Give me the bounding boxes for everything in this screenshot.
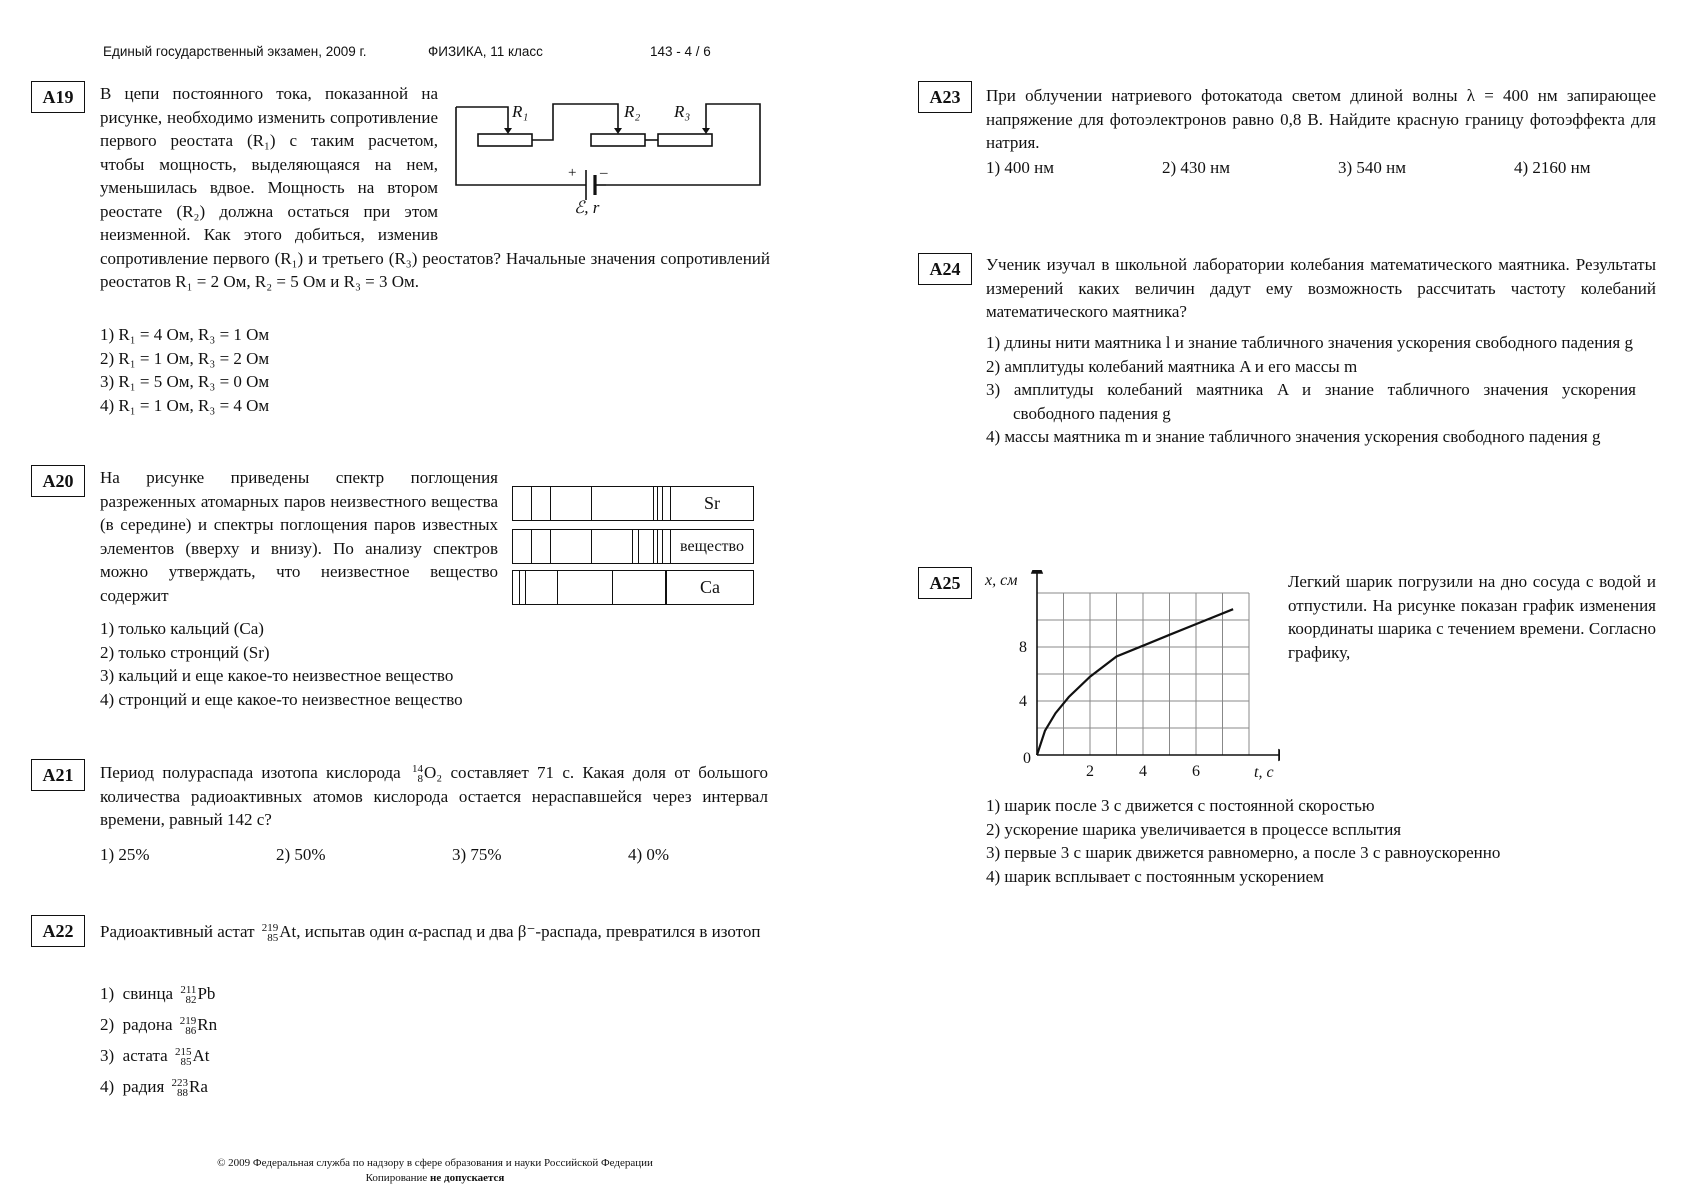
- question-label-a21: A21: [31, 759, 85, 791]
- a21-text-before: Период полураспада изотопа кислорода: [100, 763, 401, 782]
- footer-copyright: © 2009 Федеральная служба по надзору в сфере образования и науки Российской Федерации: [217, 1157, 653, 1169]
- a22-option-1: 1) свинца 211 82 Pb: [100, 984, 216, 1007]
- x-axis-arrow-icon: [1279, 750, 1280, 760]
- a22-option-4: 4) радия 223 88 Ra: [100, 1077, 208, 1100]
- a20-option-4: 4) стронций и еще какое-то неизвестное вещество: [100, 689, 463, 709]
- spectrum-unknown: [512, 529, 754, 564]
- a20-text: На рисунке приведены спектр поглощения разреженных атомарных паров неизвестного вещества (в середине) и спектры поглощения паров известных элементов (вверху и внизу). По анализу спектров можно утверждать, что неизвестное вещество содержит: [100, 468, 498, 605]
- a23-option-3: 3) 540 нм: [1338, 158, 1407, 177]
- spectrum-ca: [512, 570, 754, 605]
- r2-label: R₂: [624, 102, 641, 121]
- subject-title: ФИЗИКА, 11 класс: [428, 44, 543, 59]
- a24-option-1: 1) длины нити маятника l и знание табличного значения ускорения свободного падения g: [986, 333, 1633, 352]
- a21-option-3: 3) 75%: [452, 845, 502, 864]
- r3-label: R₃: [674, 102, 691, 121]
- spectrum-label-unknown: вещество: [670, 530, 753, 563]
- a22-option-2: 2) радона 219 86 Rn: [100, 1015, 218, 1038]
- chart-series-line: [1037, 609, 1233, 755]
- emf-label: ℰ, r: [574, 198, 600, 217]
- spectrum-sr: [512, 486, 754, 521]
- a23-option-4: 4) 2160 нм: [1514, 158, 1591, 177]
- y-tick-label: 4: [1019, 693, 1027, 710]
- question-label-a24: A24: [918, 253, 972, 285]
- question-label-a23: A23: [918, 81, 972, 113]
- astatine-notation: 219 85: [261, 922, 279, 945]
- a22-text: [100, 920, 768, 944]
- page-number: 143 - 4 / 6: [650, 44, 711, 59]
- spectrum-label-ca: Ca: [666, 571, 753, 604]
- a21-text: [100, 761, 768, 832]
- a24-options: [986, 331, 1636, 449]
- a23-options: [986, 158, 1634, 178]
- x-tick-label: 6: [1192, 763, 1200, 780]
- a21-text-after: составляет 71 с. Какая доля от большого количества радиоактивных атомов кислорода остается нераспавшейся через интервал времени, равный 142 с?: [100, 763, 769, 829]
- a22-symbol: At: [279, 922, 297, 941]
- a19-option-4: 4) R₁ = 1 Ом, R₃ = 4 Ом: [100, 395, 270, 415]
- a19-text: [100, 82, 770, 294]
- y-tick-label: 8: [1019, 639, 1027, 656]
- a19-body: В цепи постоянного тока, показанной на рисунке, необходимо изменить сопротивление первого реостата (R₁) с таким расчетом, чтобы мощность, выделяющаяся на нем, уменьшилась вдвое. Мощность на втором реостате (R₂) должна остаться при этом неизменной. Как этого добиться, изменив сопротивление первого (R₁) и третьего (R₃) реостатов? Начальные значения сопротивлений реостатов R₁ = 2 Ом, R₂ = 5 Ом и R₃ = 3 Ом.: [100, 84, 770, 291]
- a19-option-2: 2) R₁ = 1 Ом, R₃ = 2 Ом: [100, 348, 270, 368]
- spectrum-label-sr: Sr: [670, 487, 753, 520]
- x-tick-label: 2: [1086, 763, 1094, 780]
- x-tick-label: 4: [1139, 763, 1147, 780]
- a21-option-1: 1) 25%: [100, 845, 150, 864]
- question-label-a25: A25: [918, 567, 972, 599]
- position-time-chart: [980, 570, 1280, 790]
- a22-options: [100, 978, 217, 1102]
- a25-text: Легкий шарик погрузили на дно сосуда с водой и отпустили. На рисунке показан график изменения координаты шарика с течением времени. Согласно графику,: [1288, 572, 1656, 662]
- a25-option-3: 3) первые 3 с шарик движется равномерно, а после 3 с равноускоренно: [986, 843, 1501, 862]
- a24-option-4: 4) массы маятника m и знание табличного значения ускорения свободного падения g: [986, 427, 1601, 446]
- battery-plus: +: [568, 165, 577, 181]
- footer: [150, 1156, 720, 1186]
- a23-option-2: 2) 430 нм: [1162, 158, 1231, 177]
- a24-option-3: 3) амплитуды колебаний маятника A и знание табличного значения ускорения свободного падения g: [986, 380, 1636, 423]
- origin-label: 0: [1023, 750, 1031, 767]
- a25-options: [986, 794, 1500, 888]
- oxygen-isotope-notation: 14 8: [411, 763, 423, 786]
- question-label-a19: A19: [31, 81, 85, 113]
- exam-title: Единый государственный экзамен, 2009 г.: [103, 44, 367, 59]
- y-axis-label: x, см: [985, 572, 1018, 589]
- a21-option-2: 2) 50%: [276, 845, 326, 864]
- a24-option-2: 2) амплитуды колебаний маятника A и его массы m: [986, 356, 1358, 376]
- a20-option-1: 1) только кальций (Ca): [100, 619, 264, 638]
- a23-option-1: 1) 400 нм: [986, 158, 1055, 177]
- a19-diagram: [448, 82, 770, 234]
- a20-option-3: 3) кальций и еще какое-то неизвестное вещество: [100, 666, 454, 685]
- a21-option-4: 4) 0%: [628, 845, 670, 864]
- r1-label: R₁: [512, 102, 529, 121]
- a21-options: [100, 845, 728, 865]
- a23-text: При облучении натриевого фотокатода светом длиной волны λ = 400 нм запирающее напряжение для фотоэлектронов равно 0,8 В. Найдите красную границу фотоэффекта для натрия.: [986, 86, 1656, 152]
- a19-option-3: 3) R₁ = 5 Ом, R₃ = 0 Ом: [100, 372, 270, 391]
- a22-option-3: 3) астата 215 85 At: [100, 1046, 210, 1069]
- circuit-diagram: [448, 82, 770, 234]
- a25-option-4: 4) шарик всплывает с постоянным ускорением: [986, 866, 1324, 886]
- a20-options: [100, 617, 463, 711]
- footer-copy-notice: Копирование не допускается: [365, 1172, 505, 1184]
- question-label-a20: A20: [31, 465, 85, 497]
- a20-option-2: 2) только стронций (Sr): [100, 642, 270, 662]
- a21-isotope-symbol: O₂: [423, 763, 443, 782]
- a19-option-1: 1) R₁ = 4 Ом, R₃ = 1 Ом: [100, 325, 270, 344]
- a22-text-before: Радиоактивный астат: [100, 922, 255, 941]
- battery-minus: –: [600, 165, 608, 181]
- a19-options: [100, 323, 269, 417]
- a25-option-1: 1) шарик после 3 с движется с постоянной скоростью: [986, 796, 1375, 815]
- y-axis-arrow-icon: [1032, 570, 1042, 573]
- a24-text: Ученик изучал в школьной лаборатории колебания математического маятника. Результаты измерений каких величин дадут ему возможность рассчитать частоту колебаний математического маятника?: [986, 255, 1656, 321]
- x-axis-label: t, с: [1254, 764, 1274, 781]
- a25-option-2: 2) ускорение шарика увеличивается в процессе всплытия: [986, 819, 1402, 839]
- a22-text-after: , испытав один α-распад и два β⁻-распада, превратился в изотоп: [296, 922, 761, 941]
- question-label-a22: A22: [31, 915, 85, 947]
